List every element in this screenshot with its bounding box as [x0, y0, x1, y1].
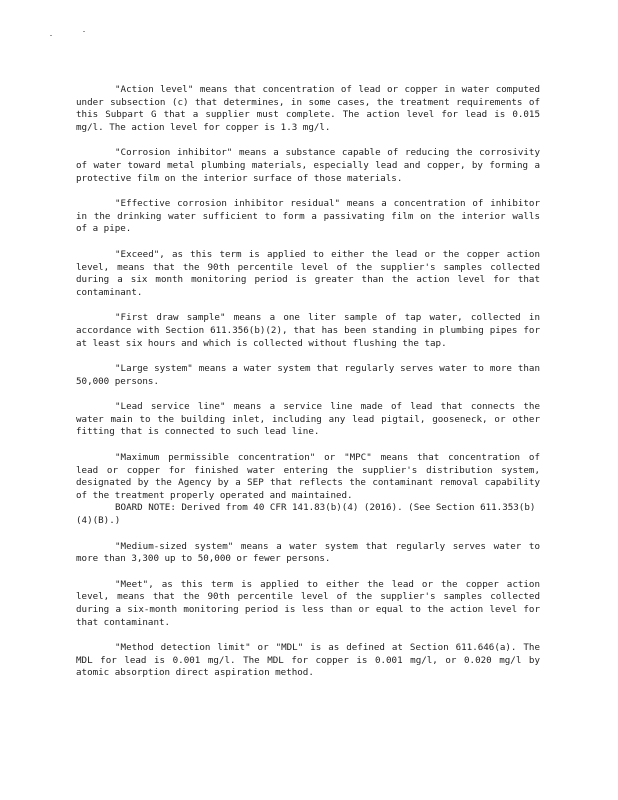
definition-corrosion-inhibitor: "Corrosion inhibitor" means a substance capable of reducing the corrosivity of water toward metal plumbing materials, especially lead and copper, by forming a protective film on the interior surface of those materials.	[76, 147, 540, 184]
definition-large-system: "Large system" means a water system that regularly serves water to more than 50,000 persons.	[76, 363, 540, 387]
definition-exceed: "Exceed", as this term is applied to either the lead or the copper action level, means that the 90th percentile level of the supplier's samples collected during a six month monitoring period is greater than the action level for that contaminant.	[76, 248, 540, 298]
scan-speck	[50, 35, 52, 36]
definition-effective-corrosion-inhibitor-residual: "Effective corrosion inhibitor residual" means a concentration of inhibitor in the drinking water sufficient to form a passivating film on the interior walls of a pipe.	[76, 198, 540, 235]
document-body	[76, 84, 540, 693]
definition-lead-service-line: "Lead service line" means a service line made of lead that connects the water main to the building inlet, including any lead pigtail, gooseneck, or other fitting that is connected to such lead line.	[76, 401, 540, 438]
definition-action-level: "Action level" means that concentration of lead or copper in water computed under subsection (c) that determines, in some cases, the treatment requirements of this Subpart G that a supplier must complete. The action level for lead is 0.015 mg/l. The action level for copper is 1.3 mg/l.	[76, 84, 540, 133]
definition-medium-sized-system: "Medium-sized system" means a water system that regularly serves water to more than 3,300 up to 50,000 or fewer persons.	[76, 540, 540, 565]
definition-maximum-permissible-concentration: "Maximum permissible concentration" or "MPC" means that concentration of lead or copper for finished water entering the supplier's distribution system, designated by the Agency by a SEP that reflects the contaminant removal capability of the treatment properly operated and maintained.	[76, 452, 540, 501]
definition-method-detection-limit: "Method detection limit" or "MDL" is as defined at Section 611.646(a). The MDL for lead is 0.001 mg/l. The MDL for copper is 0.001 mg/l, or 0.020 mg/l by atomic absorption direct aspiration method.	[76, 642, 540, 679]
definition-first-draw-sample: "First draw sample" means a one liter sample of tap water, collected in accordance with Section 611.356(b)(2), that has been standing in plumbing pipes for at least six hours and which is collected without flushing the tap.	[76, 312, 540, 349]
scan-speck	[83, 31, 85, 32]
board-note: BOARD NOTE: Derived from 40 CFR 141.83(b)(4) (2016). (See Section 611.353(b)(4)(B).)	[76, 502, 536, 527]
definition-meet: "Meet", as this term is applied to either the lead or the copper action level, means that the 90th percentile level of the supplier's samples collected during a six-month monitoring period is less than or equal to the action level for that contaminant.	[76, 578, 540, 628]
